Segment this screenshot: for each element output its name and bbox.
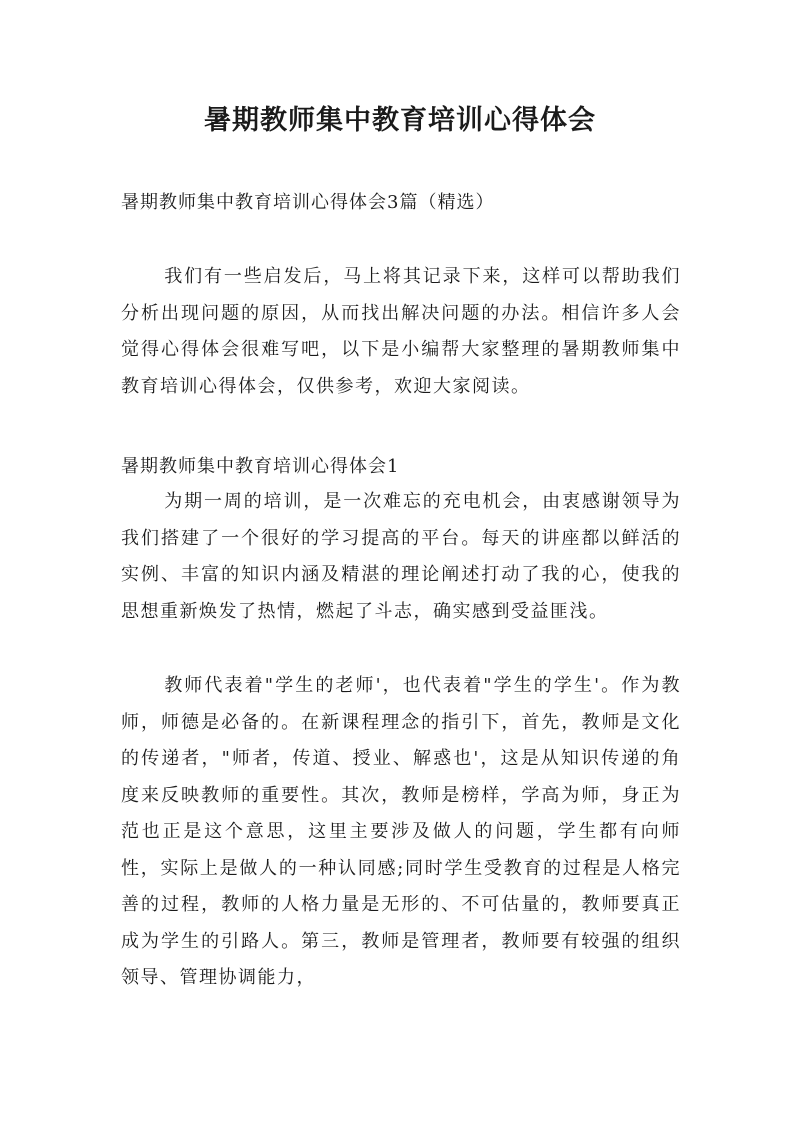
- section-heading: 暑期教师集中教育培训心得体会1: [121, 456, 400, 477]
- body-paragraph-2: 教师代表着"学生的老师'，也代表着"学生的学生'。作为教师，师德是必备的。在新课程理念的指引下，首先，教师是文化的传递者，"师者，传道、授业、解惑也'，这是从知识传递的角度来反映教师的重要性。其次，教师是榜样，学高为师，身正为范也正是这个意思，这里主要涉及做人的问题，学生都有向师性，实际上是做人的一种认同感;同时学生受教育的过程是人格完善的过程，教师的人格力量是无形的、不可估量的，教师要真正成为学生的引路人。第三，教师是管理者，教师要有较强的组织领导、管理协调能力，: [121, 675, 681, 988]
- document-title: 暑期教师集中教育培训心得体会: [204, 105, 596, 136]
- intro-paragraph: 我们有一些启发后，马上将其记录下来，这样可以帮助我们分析出现问题的原因，从而找出解决问题的办法。相信许多人会觉得心得体会很难写吧，以下是小编帮大家整理的暑期教师集中教育培训心得体会，仅供参考，欢迎大家阅读。: [121, 266, 681, 397]
- body-paragraph-1: 为期一周的培训，是一次难忘的充电机会，由衷感谢领导为我们搭建了一个很好的学习提高的平台。每天的讲座都以鲜活的实例、丰富的知识内涵及精湛的理论阐述打动了我的心，使我的思想重新焕发了热情，燃起了斗志，确实感到受益匪浅。: [121, 491, 681, 622]
- document-subtitle: 暑期教师集中教育培训心得体会3篇（精选）: [121, 192, 495, 213]
